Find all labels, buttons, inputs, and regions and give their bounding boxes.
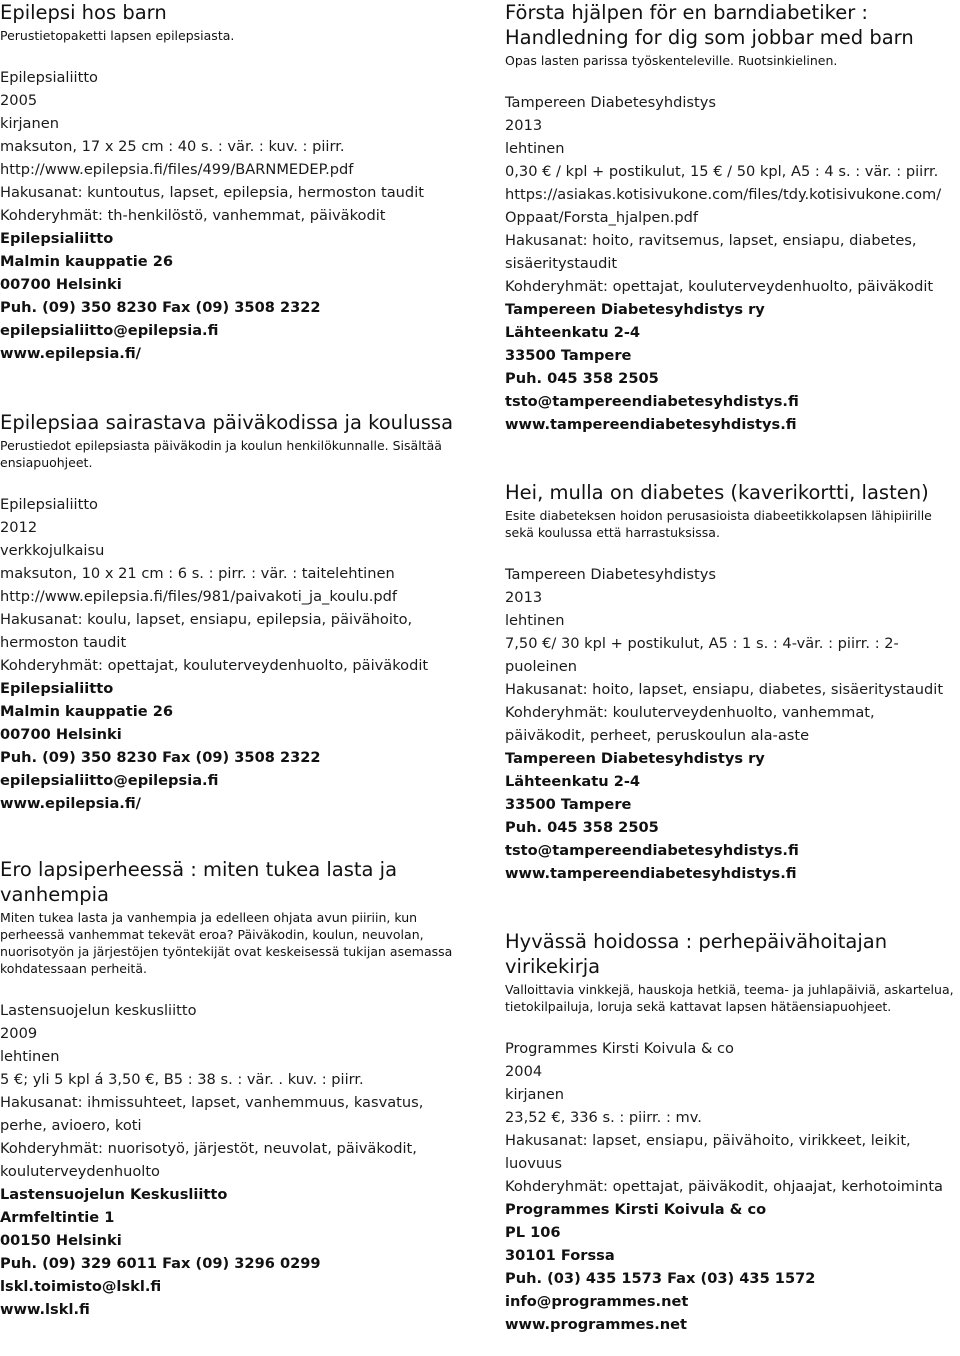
contact-phone: Puh. (03) 435 1573 Fax (03) 435 1572: [505, 1270, 816, 1287]
entry-url-link[interactable]: http://www.epilepsia.fi/files/499/BARNMEDEP.pdf: [0, 161, 354, 178]
contact-email-link[interactable]: epilepsialiitto@epilepsia.fi: [0, 322, 219, 339]
entry-url-link[interactable]: http://www.epilepsia.fi/files/981/paivakoti_ja_koulu.pdf: [0, 588, 398, 605]
entry-type: lehtinen: [0, 1048, 60, 1065]
contact-org: Epilepsialiitto: [0, 230, 114, 247]
contact-org: Lastensuojelun Keskusliitto: [0, 1186, 228, 1203]
entry-year: 2013: [505, 589, 543, 606]
contact-email-link[interactable]: tsto@tampereendiabetesyhdistys.fi: [505, 393, 799, 410]
entry-keywords: Hakusanat: koulu, lapset, ensiapu, epilepsia, päivähoito,: [0, 611, 413, 628]
entry-year: 2005: [0, 92, 38, 109]
entry-type: kirjanen: [0, 115, 59, 132]
contact-city: 33500 Tampere: [505, 347, 632, 364]
contact-street: Lähteenkatu 2-4: [505, 773, 641, 790]
contact-email-link[interactable]: info@programmes.net: [505, 1293, 689, 1310]
contact-org: Epilepsialiitto: [0, 680, 114, 697]
entry-keywords: Hakusanat: ihmissuhteet, lapset, vanhemmuus, kasvatus,: [0, 1094, 424, 1111]
entry-title: Epilepsi hos barn: [0, 1, 167, 24]
entry-title: Epilepsiaa sairastava päiväkodissa ja koulussa: [0, 411, 454, 434]
contact-city: 00700 Helsinki: [0, 276, 122, 293]
contact-city: 30101 Forssa: [505, 1247, 615, 1264]
entry-description: Esite diabeteksen hoidon perusasioista diabeetikkolapsen lähipiirille sekä koulussa että harrastuksissa.: [505, 508, 932, 540]
entry-price: 23,52 €, 336 s. : piirr. : mv.: [505, 1109, 702, 1126]
entry-year: 2009: [0, 1025, 38, 1042]
contact-email-link[interactable]: lskl.toimisto@lskl.fi: [0, 1278, 162, 1295]
entry-type: verkkojulkaisu: [0, 542, 105, 559]
entry-audience: Kohderyhmät: th-henkilöstö, vanhemmat, päiväkodit: [0, 207, 386, 224]
entry-type: kirjanen: [505, 1086, 564, 1103]
contact-web-link[interactable]: www.tampereendiabetesyhdistys.fi: [505, 416, 797, 433]
contact-web-link[interactable]: www.epilepsia.fi/: [0, 345, 141, 362]
contact-city: 00150 Helsinki: [0, 1232, 122, 1249]
entry-title: Första hjälpen för en barndiabetiker : Handledning for dig som jobbar med barn: [505, 1, 914, 49]
entry-keywords-cont: perhe, avioero, koti: [0, 1117, 142, 1134]
entry-keywords: Hakusanat: hoito, lapset, ensiapu, diabetes, sisäeritystaudit: [505, 681, 944, 698]
catalog-entry: [0, 857, 470, 1321]
contact-street: Armfeltintie 1: [0, 1209, 115, 1226]
contact-phone: Puh. (09) 329 6011 Fax (09) 3296 0299: [0, 1255, 321, 1272]
entry-publisher: Tampereen Diabetesyhdistys: [505, 94, 716, 111]
entry-audience: Kohderyhmät: kouluterveydenhuolto, vanhemmat,: [505, 704, 875, 721]
contact-web-link[interactable]: www.programmes.net: [505, 1316, 688, 1333]
entry-title: Ero lapsiperheessä : miten tukea lasta ja vanhempia: [0, 858, 398, 906]
entry-publisher: Tampereen Diabetesyhdistys: [505, 566, 716, 583]
entry-details: [505, 91, 960, 436]
contact-phone: Puh. (09) 350 8230 Fax (09) 3508 2322: [0, 749, 321, 766]
entry-description: Perustietopaketti lapsen epilepsiasta.: [0, 28, 235, 43]
entry-keywords-cont: hermoston taudit: [0, 634, 127, 651]
catalog-entry: [0, 0, 470, 365]
entry-year: 2013: [505, 117, 543, 134]
entry-audience: Kohderyhmät: opettajat, kouluterveydenhuolto, päiväkodit: [505, 278, 934, 295]
contact-phone: Puh. 045 358 2505: [505, 819, 659, 836]
entry-description: Perustiedot epilepsiasta päiväkodin ja koulun henkilökunnalle. Sisältää ensiapuohjeet.: [0, 438, 442, 470]
contact-city: 33500 Tampere: [505, 796, 632, 813]
entry-publisher: Epilepsialiitto: [0, 69, 98, 86]
entry-title: Hyvässä hoidossa : perhepäivähoitajan virikekirja: [505, 930, 888, 978]
entry-price: 7,50 €/ 30 kpl + postikulut, A5 : 1 s. : 4-vär. : piirr. : 2-: [505, 635, 899, 652]
entry-description: Miten tukea lasta ja vanhempia ja edelleen ohjata avun piiriin, kun perheessä vanhemmat tekevät eroa? Päiväkodin, koulun, neuvolan, nuorisotyön ja järjestöjen työntekijät ovat keskeisessä tukijan asemassa kohdatessaan perheitä.: [0, 910, 453, 976]
contact-web-link[interactable]: www.tampereendiabetesyhdistys.fi: [505, 865, 797, 882]
contact-phone: Puh. 045 358 2505: [505, 370, 659, 387]
entry-details: [0, 999, 470, 1321]
entry-description: Opas lasten parissa työskenteleville. Ruotsinkielinen.: [505, 53, 838, 68]
contact-email-link[interactable]: tsto@tampereendiabetesyhdistys.fi: [505, 842, 799, 859]
contact-web-link[interactable]: www.epilepsia.fi/: [0, 795, 141, 812]
contact-email-link[interactable]: epilepsialiitto@epilepsia.fi: [0, 772, 219, 789]
contact-street: Lähteenkatu 2-4: [505, 324, 641, 341]
entry-details: [0, 493, 470, 815]
entry-details: [505, 1037, 960, 1336]
entry-price: 0,30 € / kpl + postikulut, 15 € / 50 kpl, A5 : 4 s. : vär. : piirr.: [505, 163, 939, 180]
catalog-entry: [0, 410, 470, 815]
entry-description: Valloittavia vinkkejä, hauskoja hetkiä, teema- ja juhlapäiviä, askartelua, tietokilpailuja, loruja sekä kattavat lapsen hätäensiapuohjeet.: [505, 982, 954, 1014]
entry-keywords: Hakusanat: lapset, ensiapu, päivähoito, virikkeet, leikit,: [505, 1132, 911, 1149]
entry-keywords-cont: luovuus: [505, 1155, 562, 1172]
entry-publisher: Lastensuojelun keskusliitto: [0, 1002, 197, 1019]
entry-price-cont: puoleinen: [505, 658, 578, 675]
entry-year: 2012: [0, 519, 38, 536]
entry-publisher: Programmes Kirsti Koivula & co: [505, 1040, 734, 1057]
entry-price: maksuton, 17 x 25 cm : 40 s. : vär. : kuv. : piirr.: [0, 138, 345, 155]
entry-details: [505, 563, 960, 885]
entry-type: lehtinen: [505, 612, 565, 629]
entry-details: [0, 66, 470, 365]
entry-audience: Kohderyhmät: opettajat, kouluterveydenhuolto, päiväkodit: [0, 657, 429, 674]
catalog-entry: [505, 480, 960, 885]
entry-audience-cont: kouluterveydenhuolto: [0, 1163, 160, 1180]
entry-audience: Kohderyhmät: nuorisotyö, järjestöt, neuvolat, päiväkodit,: [0, 1140, 417, 1157]
contact-phone: Puh. (09) 350 8230 Fax (09) 3508 2322: [0, 299, 321, 316]
entry-url-link-cont[interactable]: Oppaat/Forsta_hjalpen.pdf: [505, 209, 699, 226]
entry-price: maksuton, 10 x 21 cm : 6 s. : pirr. : vär. : taitelehtinen: [0, 565, 395, 582]
entry-audience-cont: päiväkodit, perheet, peruskoulun ala-aste: [505, 727, 810, 744]
entry-year: 2004: [505, 1063, 543, 1080]
catalog-entry: [505, 929, 960, 1336]
contact-street: Malmin kauppatie 26: [0, 253, 174, 270]
entry-audience: Kohderyhmät: opettajat, päiväkodit, ohjaajat, kerhotoiminta: [505, 1178, 943, 1195]
contact-street: Malmin kauppatie 26: [0, 703, 174, 720]
entry-keywords: Hakusanat: hoito, ravitsemus, lapset, ensiapu, diabetes,: [505, 232, 917, 249]
entry-title: Hei, mulla on diabetes (kaverikortti, lasten): [505, 481, 929, 504]
entry-url-link[interactable]: https://asiakas.kotisivukone.com/files/tdy.kotisivukone.com/: [505, 186, 942, 203]
entry-publisher: Epilepsialiitto: [0, 496, 98, 513]
contact-web-link[interactable]: www.lskl.fi: [0, 1301, 90, 1318]
contact-org: Programmes Kirsti Koivula & co: [505, 1201, 767, 1218]
contact-org: Tampereen Diabetesyhdistys ry: [505, 750, 765, 767]
entry-keywords-cont: sisäeritystaudit: [505, 255, 618, 272]
entry-type: lehtinen: [505, 140, 565, 157]
contact-org: Tampereen Diabetesyhdistys ry: [505, 301, 765, 318]
contact-city: 00700 Helsinki: [0, 726, 122, 743]
catalog-entry: [505, 0, 960, 436]
entry-price: 5 €; yli 5 kpl á 3,50 €, B5 : 38 s. : vär. . kuv. : piirr.: [0, 1071, 364, 1088]
entry-keywords: Hakusanat: kuntoutus, lapset, epilepsia, hermoston taudit: [0, 184, 424, 201]
contact-street: PL 106: [505, 1224, 561, 1241]
